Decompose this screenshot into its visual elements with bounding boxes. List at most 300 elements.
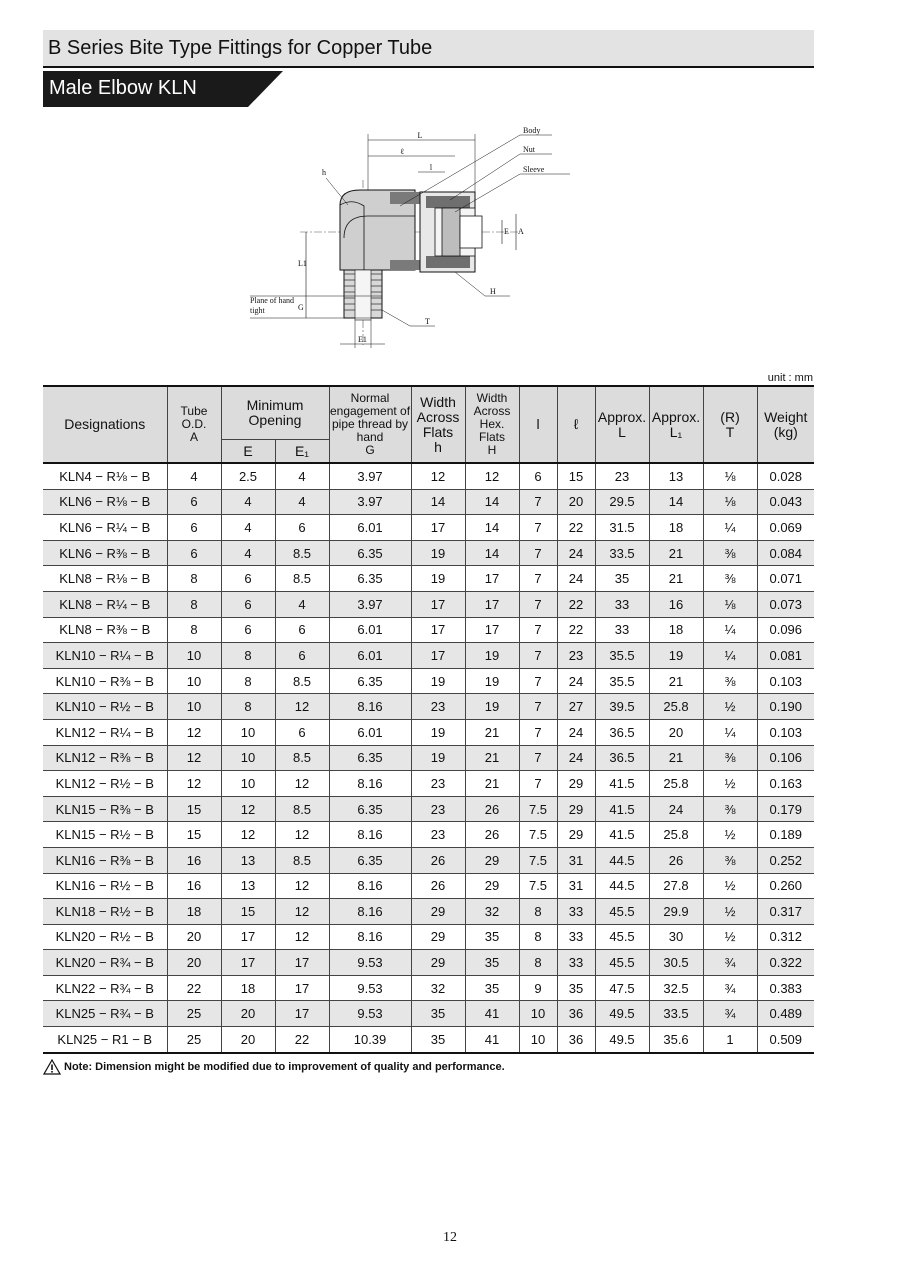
table-cell: 26 bbox=[649, 847, 703, 873]
table-cell: 6.01 bbox=[329, 515, 411, 541]
table-cell: 6 bbox=[221, 591, 275, 617]
table-cell: 41 bbox=[465, 1001, 519, 1027]
table-cell: 10 bbox=[519, 1027, 557, 1053]
table-cell: 30.5 bbox=[649, 950, 703, 976]
table-cell: 7 bbox=[519, 745, 557, 771]
table-row bbox=[43, 975, 814, 1001]
table-cell: 8.5 bbox=[275, 540, 329, 566]
table-cell: 23 bbox=[595, 463, 649, 489]
dim-label-E: E bbox=[504, 227, 509, 236]
table-cell: 6 bbox=[221, 566, 275, 592]
table-cell: 7 bbox=[519, 617, 557, 643]
table-cell: 9 bbox=[519, 975, 557, 1001]
table-cell: 22 bbox=[557, 591, 595, 617]
table-cell: 0.081 bbox=[757, 643, 814, 669]
table-cell: 4 bbox=[221, 489, 275, 515]
table-cell: 8 bbox=[167, 617, 221, 643]
label-sleeve: Sleeve bbox=[523, 165, 545, 174]
dim-label-T: T bbox=[425, 317, 430, 326]
table-cell: 41 bbox=[465, 1027, 519, 1053]
table-cell: 3.97 bbox=[329, 591, 411, 617]
series-title: B Series Bite Type Fittings for Copper Tube bbox=[48, 37, 433, 59]
table-cell: 12 bbox=[221, 796, 275, 822]
male-elbow-drawing bbox=[240, 120, 590, 360]
table-cell: 10 bbox=[167, 643, 221, 669]
table-cell: 35.6 bbox=[649, 1027, 703, 1053]
table-cell: 36.5 bbox=[595, 719, 649, 745]
table-row bbox=[43, 566, 814, 592]
table-cell: 6 bbox=[221, 617, 275, 643]
table-row bbox=[43, 822, 814, 848]
table-cell: 7.5 bbox=[519, 796, 557, 822]
table-cell: 4 bbox=[221, 515, 275, 541]
dim-label-G: G bbox=[298, 303, 304, 312]
table-cell: ⅜ bbox=[703, 566, 757, 592]
table-cell: 4 bbox=[221, 540, 275, 566]
designation-cell: KLN10 − R¼ − B bbox=[43, 643, 167, 669]
table-cell: 29.5 bbox=[595, 489, 649, 515]
table-cell: 0.509 bbox=[757, 1027, 814, 1053]
designation-cell: KLN8 − R⅛ − B bbox=[43, 566, 167, 592]
table-cell: 20 bbox=[221, 1001, 275, 1027]
designation-cell: KLN6 − R⅜ − B bbox=[43, 540, 167, 566]
table-cell: 16 bbox=[167, 847, 221, 873]
dim-label-L1: L1 bbox=[298, 259, 307, 268]
table-cell: ¼ bbox=[703, 617, 757, 643]
table-cell: 8.16 bbox=[329, 873, 411, 899]
table-cell: 19 bbox=[465, 694, 519, 720]
table-cell: ½ bbox=[703, 873, 757, 899]
table-cell: 10 bbox=[221, 771, 275, 797]
table-row bbox=[43, 668, 814, 694]
table-cell: 8 bbox=[519, 899, 557, 925]
table-row bbox=[43, 873, 814, 899]
header-designations: Designations bbox=[43, 386, 167, 463]
table-cell: 8 bbox=[519, 950, 557, 976]
table-cell: ½ bbox=[703, 694, 757, 720]
table-cell: 7 bbox=[519, 591, 557, 617]
table-cell: 7.5 bbox=[519, 873, 557, 899]
table-cell: 6 bbox=[275, 515, 329, 541]
table-cell: 30 bbox=[649, 924, 703, 950]
note-text: Note: Dimension might be modified due to improvement of quality and performance. bbox=[64, 1061, 505, 1073]
table-cell: 18 bbox=[221, 975, 275, 1001]
table-cell: 33 bbox=[557, 899, 595, 925]
table-cell: 17 bbox=[465, 566, 519, 592]
table-cell: 18 bbox=[649, 617, 703, 643]
table-cell: 8.16 bbox=[329, 822, 411, 848]
table-cell: 12 bbox=[275, 873, 329, 899]
table-cell: 3.97 bbox=[329, 463, 411, 489]
designation-cell: KLN15 − R⅜ − B bbox=[43, 796, 167, 822]
table-cell: 23 bbox=[411, 796, 465, 822]
table-cell: 23 bbox=[411, 694, 465, 720]
table-cell: 19 bbox=[649, 643, 703, 669]
table-cell: 35.5 bbox=[595, 668, 649, 694]
table-cell: 21 bbox=[649, 745, 703, 771]
table-row bbox=[43, 489, 814, 515]
designation-cell: KLN15 − R½ − B bbox=[43, 822, 167, 848]
label-plane-line2: tight bbox=[250, 306, 265, 315]
table-cell: 6.35 bbox=[329, 566, 411, 592]
table-cell: 6 bbox=[519, 463, 557, 489]
table-row bbox=[43, 899, 814, 925]
designation-cell: KLN16 − R⅜ − B bbox=[43, 847, 167, 873]
table-cell: 9.53 bbox=[329, 950, 411, 976]
table-cell: 25 bbox=[167, 1027, 221, 1053]
table-cell: 35 bbox=[465, 975, 519, 1001]
table-cell: 10 bbox=[167, 668, 221, 694]
table-cell: 10 bbox=[221, 745, 275, 771]
table-cell: 3.97 bbox=[329, 489, 411, 515]
warning-icon bbox=[43, 1059, 61, 1075]
table-cell: 21 bbox=[465, 719, 519, 745]
table-cell: 12 bbox=[275, 771, 329, 797]
table-cell: 7 bbox=[519, 694, 557, 720]
designation-cell: KLN10 − R⅜ − B bbox=[43, 668, 167, 694]
table-cell: 6 bbox=[167, 540, 221, 566]
table-cell: ⅜ bbox=[703, 847, 757, 873]
designation-cell: KLN20 − R½ − B bbox=[43, 924, 167, 950]
table-cell: 16 bbox=[649, 591, 703, 617]
table-cell: 33 bbox=[595, 617, 649, 643]
designation-cell: KLN16 − R½ − B bbox=[43, 873, 167, 899]
table-cell: 8.5 bbox=[275, 566, 329, 592]
table-cell: 8.16 bbox=[329, 924, 411, 950]
table-cell: ¾ bbox=[703, 1001, 757, 1027]
designation-cell: KLN12 − R¼ − B bbox=[43, 719, 167, 745]
table-cell: 7 bbox=[519, 566, 557, 592]
table-cell: ⅜ bbox=[703, 668, 757, 694]
designation-cell: KLN6 − R⅛ − B bbox=[43, 489, 167, 515]
table-cell: 21 bbox=[465, 771, 519, 797]
table-cell: 35 bbox=[595, 566, 649, 592]
table-cell: 12 bbox=[167, 745, 221, 771]
table-cell: 29.9 bbox=[649, 899, 703, 925]
table-cell: 14 bbox=[465, 515, 519, 541]
table-cell: 32.5 bbox=[649, 975, 703, 1001]
table-cell: 31 bbox=[557, 873, 595, 899]
table-cell: 29 bbox=[411, 924, 465, 950]
table-cell: 7 bbox=[519, 771, 557, 797]
table-cell: 10 bbox=[221, 719, 275, 745]
table-cell: 7 bbox=[519, 668, 557, 694]
header-width-across-hex-flats: Width Across Hex. Flats H bbox=[465, 386, 519, 463]
table-cell: 6.01 bbox=[329, 719, 411, 745]
table-cell: 7.5 bbox=[519, 847, 557, 873]
table-cell: ¾ bbox=[703, 950, 757, 976]
table-cell: 8 bbox=[519, 924, 557, 950]
table-cell: 33 bbox=[595, 591, 649, 617]
table-cell: 4 bbox=[275, 463, 329, 489]
table-cell: 13 bbox=[221, 873, 275, 899]
designation-cell: KLN22 − R¾ − B bbox=[43, 975, 167, 1001]
table-cell: 0.084 bbox=[757, 540, 814, 566]
table-row bbox=[43, 540, 814, 566]
table-cell: 19 bbox=[411, 719, 465, 745]
page-number: 12 bbox=[443, 1230, 457, 1245]
label-plane-line1: Plane of hand bbox=[250, 296, 294, 305]
header-engagement: Normal engagement of pipe thread by hand G bbox=[329, 386, 411, 463]
table-cell: 14 bbox=[465, 489, 519, 515]
table-cell: 6.35 bbox=[329, 540, 411, 566]
technical-drawing bbox=[240, 120, 590, 360]
table-row bbox=[43, 771, 814, 797]
product-title-bar bbox=[43, 71, 283, 107]
table-cell: 41.5 bbox=[595, 796, 649, 822]
table-cell: 4 bbox=[275, 591, 329, 617]
designation-cell: KLN25 − R1 − B bbox=[43, 1027, 167, 1053]
table-cell: 17 bbox=[221, 950, 275, 976]
table-row bbox=[43, 463, 814, 489]
table-cell: 8.5 bbox=[275, 668, 329, 694]
table-cell: 17 bbox=[275, 1001, 329, 1027]
table-cell: 26 bbox=[411, 873, 465, 899]
table-cell: 0.069 bbox=[757, 515, 814, 541]
table-cell: 7 bbox=[519, 489, 557, 515]
table-cell: 0.163 bbox=[757, 771, 814, 797]
dimension-table bbox=[43, 385, 814, 1054]
table-cell: 4 bbox=[275, 489, 329, 515]
table-cell: 12 bbox=[275, 694, 329, 720]
table-cell: 27 bbox=[557, 694, 595, 720]
table-cell: ⅛ bbox=[703, 591, 757, 617]
table-cell: 21 bbox=[649, 540, 703, 566]
table-row bbox=[43, 796, 814, 822]
table-cell: 0.103 bbox=[757, 668, 814, 694]
table-cell: 0.043 bbox=[757, 489, 814, 515]
table-cell: 7 bbox=[519, 540, 557, 566]
table-cell: 25.8 bbox=[649, 771, 703, 797]
table-cell: 7 bbox=[519, 515, 557, 541]
table-cell: 22 bbox=[275, 1027, 329, 1053]
table-cell: 6 bbox=[275, 643, 329, 669]
series-title-bar bbox=[43, 30, 814, 68]
table-cell: 24 bbox=[649, 796, 703, 822]
header-tube-od: Tube O.D. A bbox=[167, 386, 221, 463]
designation-cell: KLN10 − R½ − B bbox=[43, 694, 167, 720]
table-cell: 0.106 bbox=[757, 745, 814, 771]
table-cell: 35 bbox=[465, 924, 519, 950]
table-cell: 2.5 bbox=[221, 463, 275, 489]
table-cell: 6.01 bbox=[329, 643, 411, 669]
table-cell: ½ bbox=[703, 924, 757, 950]
table-cell: 29 bbox=[411, 950, 465, 976]
table-cell: 20 bbox=[649, 719, 703, 745]
table-cell: 45.5 bbox=[595, 950, 649, 976]
table-cell: 6 bbox=[167, 489, 221, 515]
header-approx-l: Approx. L bbox=[595, 386, 649, 463]
table-cell: 25 bbox=[167, 1001, 221, 1027]
header-r-t: (R) T bbox=[703, 386, 757, 463]
table-cell: 23 bbox=[411, 771, 465, 797]
table-cell: 24 bbox=[557, 719, 595, 745]
table-cell: ¾ bbox=[703, 975, 757, 1001]
table-cell: 12 bbox=[275, 899, 329, 925]
table-body bbox=[43, 463, 814, 1053]
table-cell: 6 bbox=[275, 719, 329, 745]
table-cell: 22 bbox=[557, 617, 595, 643]
table-cell: 7.5 bbox=[519, 822, 557, 848]
table-cell: 6.35 bbox=[329, 796, 411, 822]
table-cell: 19 bbox=[465, 668, 519, 694]
table-cell: 39.5 bbox=[595, 694, 649, 720]
designation-cell: KLN18 − R½ − B bbox=[43, 899, 167, 925]
table-cell: 12 bbox=[221, 822, 275, 848]
table-row bbox=[43, 591, 814, 617]
table-cell: 8.5 bbox=[275, 847, 329, 873]
header-e: E bbox=[221, 440, 275, 464]
table-cell: 33.5 bbox=[595, 540, 649, 566]
table-cell: 12 bbox=[167, 719, 221, 745]
table-cell: 44.5 bbox=[595, 873, 649, 899]
header-l-script: ℓ bbox=[557, 386, 595, 463]
table-cell: 36 bbox=[557, 1027, 595, 1053]
table-cell: 10 bbox=[519, 1001, 557, 1027]
table-cell: 6.35 bbox=[329, 847, 411, 873]
table-cell: 17 bbox=[275, 975, 329, 1001]
table-cell: 29 bbox=[411, 899, 465, 925]
designation-cell: KLN8 − R⅜ − B bbox=[43, 617, 167, 643]
designation-cell: KLN8 − R¼ − B bbox=[43, 591, 167, 617]
table-cell: 8 bbox=[167, 566, 221, 592]
table-cell: 0.489 bbox=[757, 1001, 814, 1027]
table-cell: 0.322 bbox=[757, 950, 814, 976]
table-cell: 17 bbox=[411, 591, 465, 617]
dim-label-H: H bbox=[490, 287, 496, 296]
table-cell: 6.35 bbox=[329, 668, 411, 694]
table-cell: 16 bbox=[167, 873, 221, 899]
note bbox=[43, 1059, 505, 1075]
header-approx-l1: Approx. L₁ bbox=[649, 386, 703, 463]
table-cell: 23 bbox=[411, 822, 465, 848]
header-l: l bbox=[519, 386, 557, 463]
designation-cell: KLN20 − R¾ − B bbox=[43, 950, 167, 976]
table-cell: 0.189 bbox=[757, 822, 814, 848]
table-cell: 13 bbox=[649, 463, 703, 489]
table-cell: 10.39 bbox=[329, 1027, 411, 1053]
table-cell: 45.5 bbox=[595, 899, 649, 925]
table-cell: 32 bbox=[411, 975, 465, 1001]
table-row bbox=[43, 1027, 814, 1053]
header-width-across-flats: Width Across Flats h bbox=[411, 386, 465, 463]
designation-cell: KLN25 − R¾ − B bbox=[43, 1001, 167, 1027]
table-cell: 13 bbox=[221, 847, 275, 873]
table-cell: 12 bbox=[465, 463, 519, 489]
table-cell: ½ bbox=[703, 771, 757, 797]
table-cell: 0.028 bbox=[757, 463, 814, 489]
table-cell: 15 bbox=[167, 796, 221, 822]
table-cell: 12 bbox=[411, 463, 465, 489]
table-cell: 0.073 bbox=[757, 591, 814, 617]
table-cell: 17 bbox=[275, 950, 329, 976]
table-cell: 6 bbox=[275, 617, 329, 643]
table-cell: 0.103 bbox=[757, 719, 814, 745]
table-cell: 9.53 bbox=[329, 975, 411, 1001]
table-cell: 24 bbox=[557, 668, 595, 694]
unit-label: unit : mm bbox=[767, 372, 813, 384]
table-cell: 6.01 bbox=[329, 617, 411, 643]
table-cell: 29 bbox=[557, 771, 595, 797]
table-cell: 20 bbox=[167, 924, 221, 950]
table-cell: ½ bbox=[703, 822, 757, 848]
table-cell: ¼ bbox=[703, 643, 757, 669]
table-cell: 23 bbox=[557, 643, 595, 669]
table-cell: 9.53 bbox=[329, 1001, 411, 1027]
designation-cell: KLN4 − R⅛ − B bbox=[43, 463, 167, 489]
table-cell: 29 bbox=[557, 796, 595, 822]
table-cell: 15 bbox=[557, 463, 595, 489]
table-cell: 0.179 bbox=[757, 796, 814, 822]
table-cell: 18 bbox=[167, 899, 221, 925]
table-cell: 6.35 bbox=[329, 745, 411, 771]
header-minimum-opening: Minimum Opening bbox=[221, 386, 329, 440]
table-cell: 8.5 bbox=[275, 796, 329, 822]
dim-label-l-script: ℓ bbox=[400, 147, 404, 156]
dim-label-l: l bbox=[429, 163, 433, 172]
table-cell: ⅛ bbox=[703, 463, 757, 489]
table-cell: 36 bbox=[557, 1001, 595, 1027]
table-cell: 35 bbox=[465, 950, 519, 976]
table-cell: 14 bbox=[411, 489, 465, 515]
table-cell: ⅜ bbox=[703, 796, 757, 822]
table-cell: 32 bbox=[465, 899, 519, 925]
table-cell: 19 bbox=[465, 643, 519, 669]
table-cell: ¼ bbox=[703, 719, 757, 745]
table-cell: 25.8 bbox=[649, 694, 703, 720]
table-cell: 0.190 bbox=[757, 694, 814, 720]
designation-cell: KLN12 − R½ − B bbox=[43, 771, 167, 797]
table-cell: 29 bbox=[465, 847, 519, 873]
table-cell: 22 bbox=[167, 975, 221, 1001]
table-cell: 0.312 bbox=[757, 924, 814, 950]
table-row bbox=[43, 1001, 814, 1027]
table-cell: 7 bbox=[519, 643, 557, 669]
table-row bbox=[43, 515, 814, 541]
table-cell: 29 bbox=[465, 873, 519, 899]
table-cell: 8.16 bbox=[329, 899, 411, 925]
table-row bbox=[43, 617, 814, 643]
table-cell: 0.383 bbox=[757, 975, 814, 1001]
table-cell: 49.5 bbox=[595, 1001, 649, 1027]
table-cell: 35.5 bbox=[595, 643, 649, 669]
table-cell: 6 bbox=[167, 515, 221, 541]
table-cell: 26 bbox=[465, 822, 519, 848]
table-cell: 26 bbox=[465, 796, 519, 822]
table-cell: 0.071 bbox=[757, 566, 814, 592]
table-cell: 24 bbox=[557, 540, 595, 566]
table-cell: 19 bbox=[411, 566, 465, 592]
designation-cell: KLN12 − R⅜ − B bbox=[43, 745, 167, 771]
table-cell: 12 bbox=[275, 822, 329, 848]
table-cell: 19 bbox=[411, 668, 465, 694]
table-cell: 35 bbox=[557, 975, 595, 1001]
table-row bbox=[43, 745, 814, 771]
table-cell: 24 bbox=[557, 745, 595, 771]
table-cell: 21 bbox=[465, 745, 519, 771]
table-row bbox=[43, 847, 814, 873]
table-cell: 0.096 bbox=[757, 617, 814, 643]
table-row bbox=[43, 719, 814, 745]
table-cell: 18 bbox=[649, 515, 703, 541]
table-cell: 19 bbox=[411, 745, 465, 771]
table-cell: 7 bbox=[519, 719, 557, 745]
table-cell: 35 bbox=[411, 1001, 465, 1027]
dim-label-h: h bbox=[322, 168, 326, 177]
table-row bbox=[43, 694, 814, 720]
table-cell: 12 bbox=[167, 771, 221, 797]
header-weight: Weight (kg) bbox=[757, 386, 814, 463]
